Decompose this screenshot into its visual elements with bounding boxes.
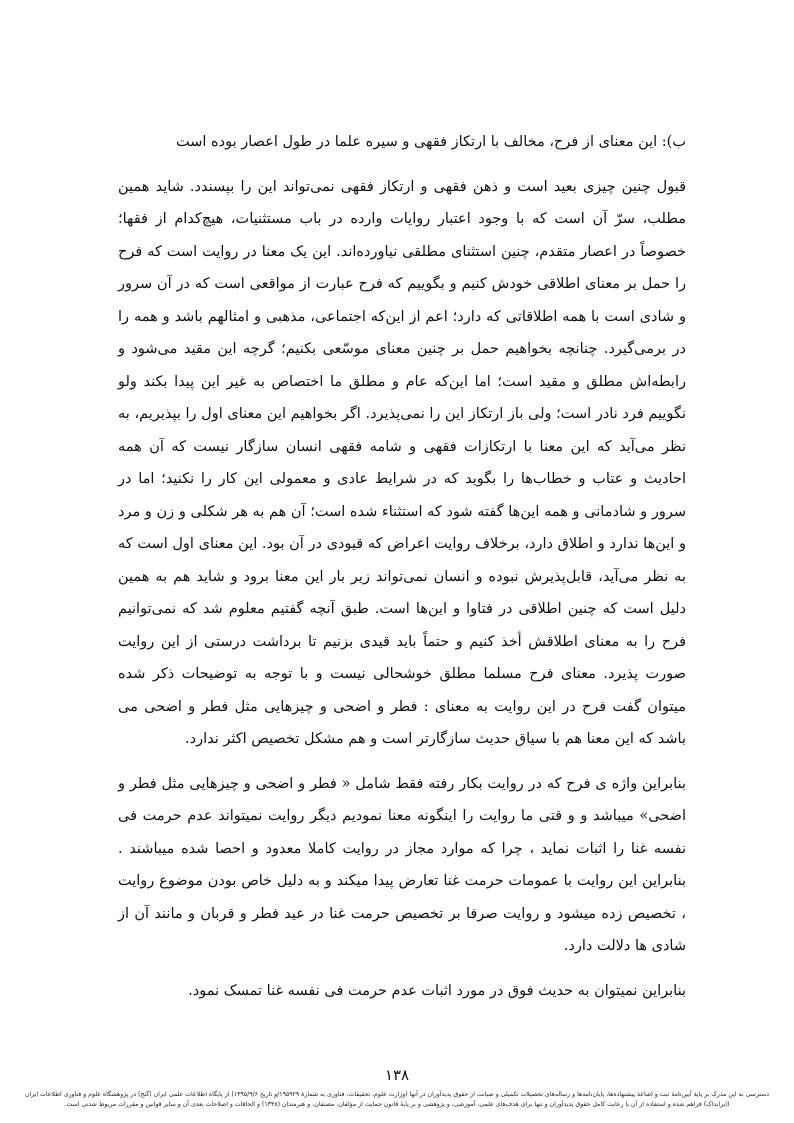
footer-copyright-note: دسترسی به این مدرک بر پایهٔ آیین‌نامهٔ ثبت و اشاعهٔ پیشنهاده‌ها، پایان‌نامه‌ها و رساله‌های تحصیلات تکمیلی و صیانت از حقوق پدیدآوران در آنها (وزارت علوم، تحقیقات، فناوری به شمارهٔ ۱۹۵۹۲۹/و تاریخ ۱۳۹۵/۹/۶) از پایگاه اطلاعات علمی ایران (گنج) در پژوهشگاه علوم و فناوری اطلاعات ایران (ایرانداک) فراهم شده و استفاده از آن با رعایت کامل حقوق پدیدآوران و تنها برای هدف‌های علمی، آموزشی، و پژوهشی و بر پایهٔ قانون حمایت از مؤلفان، مصنفان، و هنرمندان (۱۳۴۸) و الحاقات و اصلاحات بعدی آن و سایر قوانین و مقررات مربوط شدنی است. [24, 1091, 770, 1108]
page-number: ۱۳۸ [384, 1066, 410, 1084]
paragraph-3: بنابراین نمیتوان به حدیث فوق در مورد اثبات عدم حرمت فی نفسه غنا تمسک نمود. [188, 982, 686, 999]
section-heading: ب): این معنای از فرح، مخالف با ارتکاز فقهی و سیره علما در طول اعصار بوده است [176, 134, 686, 150]
document-body [118, 126, 686, 1019]
paragraph-1: قبول چنین چیزی بعید است و ذهن فقهی و ارتکاز فقهی نمی‌تواند این را بپسندد. شاید همین مطلب، سرّ آن است که با وجود اعتبار روایات وارده در باب مستثنیات، هیچ‌کدام از فقها؛ خصوصاً در اعصار متقدم، چنین استثنای مطلقی نیاورده‌اند. این یک معنا در روایت است که فرح را حمل بر معنای اطلاقی خودش کنیم و بگوییم که فرح عبارت از مواقعی است که در آن سرور و شادی است با همه اطلاقاتی که دارد؛ اعم از این‌که اجتماعی، مذهبی و امثالهم باشد و همه را در برمی‌گیرد. چنانچه بخواهیم حمل بر چنین معنای موسّعی بکنیم؛ گرچه این مقید می‌شود و رابطه‌اش مطلق و مقید است؛ اما این‌که عام و مطلق ما اختصاص به غیر این پیدا بکند ولو نگوییم فرد نادر است؛ ولی باز ارتکاز این را نمی‌پذیرد. اگر بخواهیم این معنای اول را بپذیریم، به نظر می‌آید که این معنا با ارتکازات فقهی و شامه فقهی انسان سازگار نیست که آن همه احادیث و عتاب و خطاب‌ها را بگوید که در شرایط عادی و معمولی این کار را نکنید؛ اما در سرور و شادمانی و همه این‌ها گفته شود که استثناء شده است؛ آن هم به هر شکلی و زن و مرد و این‌ها ندارد و اطلاق دارد، برخلاف روایت اعراض که قیودی در آن بود. این معنای اول است که به نظر می‌آید، قابل‌پذیرش نبوده و انسان نمی‌تواند زیر بار این معنا برود و شاید هم به همین دلیل است که چنین اطلاقی در فتاوا و این‌ها است. طبق آنچه گفتیم معلوم شد که نمی‌توانیم فرح را به معنای اطلاقش أخذ کنیم و حتماً باید قیدی بزنیم تا برداشت درستی از این روایت صورت پذیرد. معنای فرح مسلما مطلق خوشحالی نیست و با توجه به توضیحات ذکر شده میتوان گفت فرح در این روایت به معنای : فطر و اضحی و چیزهایی مثل فطر و اضحی می باشد که این معنا هم با سیاق حدیث سازگارتر است و هم مشکل تخصیص اکثر ندارد. [118, 178, 686, 747]
paragraph-2: بنابراین واژه ی فرح که در روایت بکار رفته فقط شامل « فطر و اضحی و چیزهایی مثل فطر و اضحی» میباشد و و قتی ما روایت را اینگونه معنا نمودیم دیگر روایت نمیتواند عدم حرمت فی نفسه غنا را اثبات نماید ، چرا که موارد مجاز در روایت کاملا معدود و احصا شده میباشند . بنابراین این روایت با عمومات حرمت غنا تعارض پیدا میکند و به دلیل خاص بودن موضوع روایت ، تخصیص زده میشود و روایت صرفا بر تخصیص حرمت غنا در عید فطر و قربان و مانند آن از شادی ها دلالت دارد. [118, 775, 686, 954]
